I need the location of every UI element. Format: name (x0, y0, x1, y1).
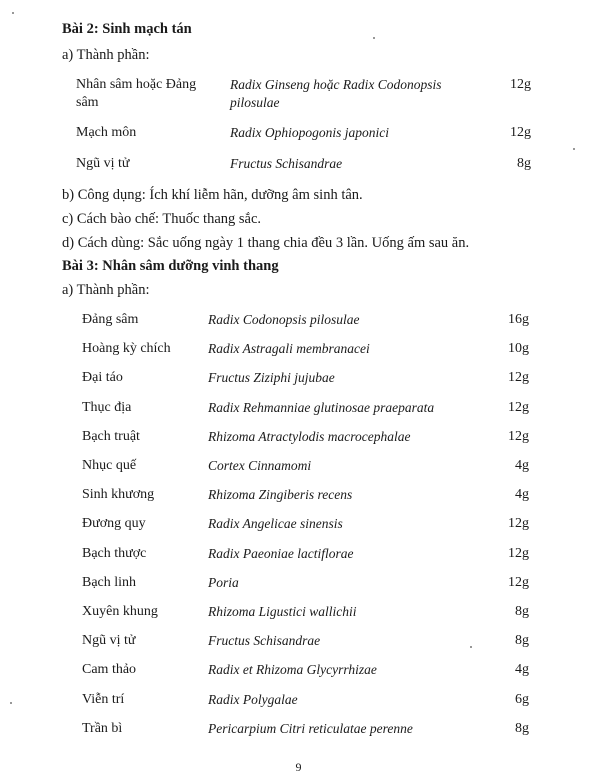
herb-quantity: 12g (508, 516, 529, 531)
herb-latin: Radix et Rhizoma Glycyrrhizae (208, 662, 377, 677)
herb-quantity: 12g (508, 429, 529, 444)
herb-name: Bạch thược (82, 546, 147, 561)
herb-quantity: 8g (515, 721, 529, 736)
herb-latin: Fructus Ziziphi jujubae (208, 370, 335, 385)
herb-name: Mạch môn (76, 125, 137, 140)
herb-quantity: 12g (508, 370, 529, 385)
herb-quantity: 6g (515, 692, 529, 707)
herb-latin: Rhizoma Atractylodis macrocephalae (208, 429, 411, 444)
herb-quantity: 8g (517, 156, 531, 171)
herb-name: Bạch truật (82, 429, 140, 444)
herb-latin: Radix Ophiopogonis japonici (230, 125, 389, 140)
herb-latin: Fructus Schisandrae (230, 156, 343, 171)
herb-quantity: 12g (508, 400, 529, 415)
herb-quantity: 4g (515, 458, 529, 473)
herb-name: Đương quy (82, 516, 146, 531)
page-number: 9 (295, 760, 302, 774)
herb-name-cont: sâm (76, 95, 99, 110)
preparation-text: c) Cách bào chế: Thuốc thang sắc. (62, 211, 262, 227)
herb-latin: Poria (208, 575, 239, 590)
herb-name: Ngũ vị tử (82, 633, 136, 648)
uses-text: b) Công dụng: Ích khí liễm hãn, dưỡng âm sinh tân. (62, 187, 363, 203)
herb-name: Đại táo (82, 370, 123, 385)
herb-quantity: 12g (510, 125, 531, 140)
components-heading: a) Thành phần: (62, 47, 150, 63)
herb-name: Bạch linh (82, 575, 137, 590)
herb-latin: Radix Paeoniae lactiflorae (208, 546, 354, 561)
herb-latin-cont: pilosulae (230, 95, 280, 110)
herb-name: Sinh khương (82, 487, 155, 502)
scan-speck (373, 37, 375, 39)
herb-latin: Cortex Cinnamomi (208, 458, 312, 473)
herb-name: Nhục quế (82, 458, 137, 473)
herb-quantity: 4g (515, 662, 529, 677)
herb-latin: Pericarpium Citri reticulatae perenne (208, 721, 413, 736)
components-heading: a) Thành phần: (62, 282, 150, 298)
herb-latin: Radix Astragali membranacei (208, 341, 370, 356)
scan-speck (470, 646, 472, 648)
herb-quantity: 12g (508, 546, 529, 561)
herb-name: Ngũ vị tử (76, 156, 130, 171)
scan-speck (573, 148, 575, 150)
herb-latin: Rhizoma Zingiberis recens (208, 487, 353, 502)
herb-quantity: 8g (515, 633, 529, 648)
scan-speck (12, 12, 14, 14)
herb-name: Xuyên khung (82, 604, 158, 619)
herb-latin: Radix Codonopsis pilosulae (208, 312, 360, 327)
herb-quantity: 10g (508, 341, 529, 356)
dosage-text: d) Cách dùng: Sắc uống ngày 1 thang chia đều 3 lần. Uống ấm sau ăn. (62, 235, 470, 251)
herb-name: Cam thảo (82, 662, 137, 677)
herb-quantity: 8g (515, 604, 529, 619)
herb-name: Đảng sâm (82, 312, 139, 327)
herb-latin: Rhizoma Ligustici wallichii (208, 604, 357, 619)
section-title-bai-2: Bài 2: Sinh mạch tán (62, 21, 192, 37)
scan-speck (10, 702, 12, 704)
section-title-bai-3: Bài 3: Nhân sâm dưỡng vinh thang (62, 258, 279, 274)
herb-latin: Radix Ginseng hoặc Radix Codonopsis (230, 77, 442, 92)
herb-name: Thục địa (82, 400, 132, 415)
herb-latin: Radix Angelicae sinensis (208, 516, 343, 531)
herb-name: Nhân sâm hoặc Đảng (76, 77, 197, 92)
herb-quantity: 12g (508, 575, 529, 590)
herb-name: Viễn trí (82, 692, 125, 707)
herb-latin: Radix Polygalae (208, 692, 298, 707)
herb-name: Trần bì (82, 721, 123, 736)
herb-latin: Fructus Schisandrae (208, 633, 321, 648)
herb-name: Hoàng kỳ chích (82, 341, 171, 356)
herb-quantity: 12g (510, 77, 531, 92)
herb-latin: Radix Rehmanniae glutinosae praeparata (208, 400, 435, 415)
herb-quantity: 16g (508, 312, 529, 327)
herb-quantity: 4g (515, 487, 529, 502)
